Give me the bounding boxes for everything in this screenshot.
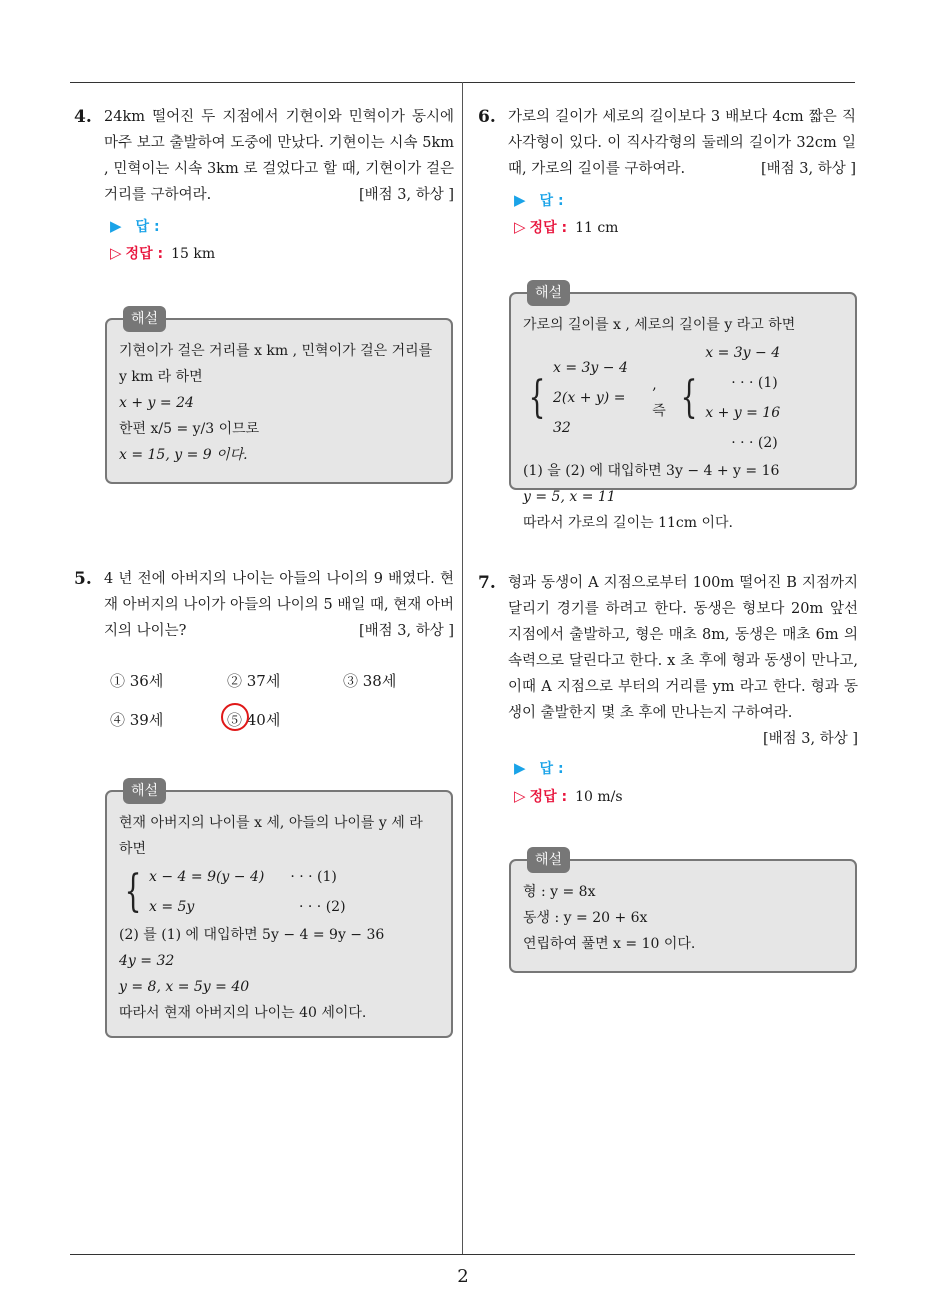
equation-tag: · · · (1) [731,375,778,391]
solution-line: 한편 x/5 = y/3 이므로 [119,421,260,437]
choice-2[interactable]: ② 37세 [227,672,281,690]
equation: 2(x + y) = 32 [553,390,626,436]
outline-arrow-icon: ▷ [514,218,526,236]
solution-tag: 해설 [527,280,570,306]
solution-line: 연립하여 풀면 x = 10 이다. [523,936,696,952]
problem-number: 5. [74,569,92,589]
problem-meta: [배점 3, 하상 ] [358,623,454,639]
answer-prompt-7 [514,758,564,778]
selected-circle-mark [221,703,249,731]
answer-prompt-6 [514,190,564,210]
namely-label: , 즉 [652,377,666,419]
equation-system [523,338,843,458]
solution-line: (1) 을 (2) 에 대입하면 3y − 4 + y = 16 [523,463,780,479]
left-brace: { [528,372,546,423]
solution-line: 4y = 32 [119,953,175,969]
correct-label: 정답 : [529,789,568,805]
problem-meta: [배점 3, 하상 ] [358,187,454,203]
equation-system [119,862,439,922]
correct-label: 정답 : [529,220,568,236]
answer-prompt-4 [110,216,160,236]
answer-value: 10 m/s [575,789,623,805]
solution-line: 따라서 가로의 길이는 11cm 이다. [523,515,733,531]
problem-text: 가로의 길이가 세로의 길이보다 3 배보다 4cm 짧은 직사각형이 있다. 이 직사각형의 둘레의 길이가 32cm 일 때, 가로의 길이를 구하여라. [508,109,856,177]
problem-text: 형과 동생이 A 지점으로부터 100m 떨어진 B 지점까지 달리기 경기를 하려고 한다. 동생은 형보다 20m 앞선 지점에서 출발하고, 형은 매초 8m, 동생은 매초 6m 의 속력으로 달린다고 한다. x 초 후에 형과 동생이 만나고, 이때 A 지점으로 부터의 거리를 ym 라고 한다. 형과 동생이 출발한지 몇 초 후에 만나는지 구하여라. [508,575,858,721]
bottom-rule [70,1254,855,1255]
play-arrow-icon: ▶ [514,759,526,777]
choice-4[interactable]: ④ 39세 [110,711,164,729]
answer-value: 11 cm [575,220,619,236]
choice-5[interactable] [227,709,280,730]
problem-6 [478,104,856,182]
equation: x = 3y − 4 [553,360,628,376]
correct-answer-7 [514,786,623,806]
solution-line: (2) 를 (1) 에 대입하면 5y − 4 = 9y − 36 [119,927,385,943]
left-brace: { [680,372,698,423]
problem-7 [478,570,858,752]
problem-text: 4 년 전에 아버지의 나이는 아들의 나이의 9 배였다. 현재 아버지의 나이가 아들의 나이의 5 배일 때, 현재 아버지의 나이는? [104,571,454,639]
problem-meta: [배점 3, 하상 ] [760,161,856,177]
outline-arrow-icon: ▷ [110,244,122,262]
problem-number: 6. [478,107,496,127]
column-divider [462,82,463,1254]
solution-line: 형 : y = 8x [523,884,596,900]
left-brace: { [124,866,142,917]
answer-label: 답 : [539,761,564,777]
choice-5-label: ⑤ 40세 [227,711,281,729]
equation: x = 3y − 4 [705,345,781,361]
answer-value: 15 km [171,246,216,262]
equation-tag: · · · (2) [731,435,778,451]
choice-1[interactable]: ① 36세 [110,672,164,690]
equation: x = 5y [149,899,195,915]
solution-box-4 [105,311,453,484]
choice-3[interactable]: ③ 38세 [343,672,397,690]
equation: x − 4 = 9(y − 4) [149,869,265,885]
play-arrow-icon: ▶ [110,217,122,235]
solution-line: y = 8, x = 5y = 40 [119,979,250,995]
solution-line: 현재 아버지의 나이를 x 세, 아들의 나이를 y 세 라 하면 [119,815,423,857]
solution-line: x + y = 24 [119,395,194,411]
solution-tag: 해설 [527,847,570,873]
problem-text: 24km 떨어진 두 지점에서 기현이와 민혁이가 동시에 마주 보고 출발하여 도중에 만났다. 기현이는 시속 5km , 민혁이는 시속 3km 로 걸었다고 할 때, 기현이가 걸은 거리를 구하여라. [104,109,454,203]
correct-label: 정답 : [125,246,164,262]
correct-answer-6 [514,217,618,237]
solution-box-7 [509,852,857,973]
problem-5 [74,566,454,644]
page-number: 2 [457,1266,469,1287]
solution-line: y = 5, x = 11 [523,489,616,505]
problem-number: 4. [74,107,92,127]
solution-line: 따라서 현재 아버지의 나이는 40 세이다. [119,1005,367,1021]
solution-box-6 [509,285,857,531]
correct-answer-4 [110,243,215,263]
solution-line: 기현이가 걸은 거리를 x km , 민혁이가 걸은 거리를 y km 라 하면 [119,343,433,385]
equation-tag: · · · (1) [290,869,337,885]
outline-arrow-icon: ▷ [514,787,526,805]
solution-line: 동생 : y = 20 + 6x [523,910,648,926]
equation: x + y = 16 [705,405,781,421]
problem-4 [74,104,454,208]
solution-line: 가로의 길이를 x , 세로의 길이를 y 라고 하면 [523,317,796,333]
problem-number: 7. [478,573,496,593]
solution-box-5 [105,783,453,1038]
solution-tag: 해설 [123,306,166,332]
play-arrow-icon: ▶ [514,191,526,209]
solution-tag: 해설 [123,778,166,804]
equation-tag: · · · (2) [299,899,346,915]
answer-label: 답 : [135,219,160,235]
solution-line: x = 15, y = 9 이다. [119,447,248,463]
answer-label: 답 : [539,193,564,209]
problem-meta: [배점 3, 하상 ] [762,731,858,747]
